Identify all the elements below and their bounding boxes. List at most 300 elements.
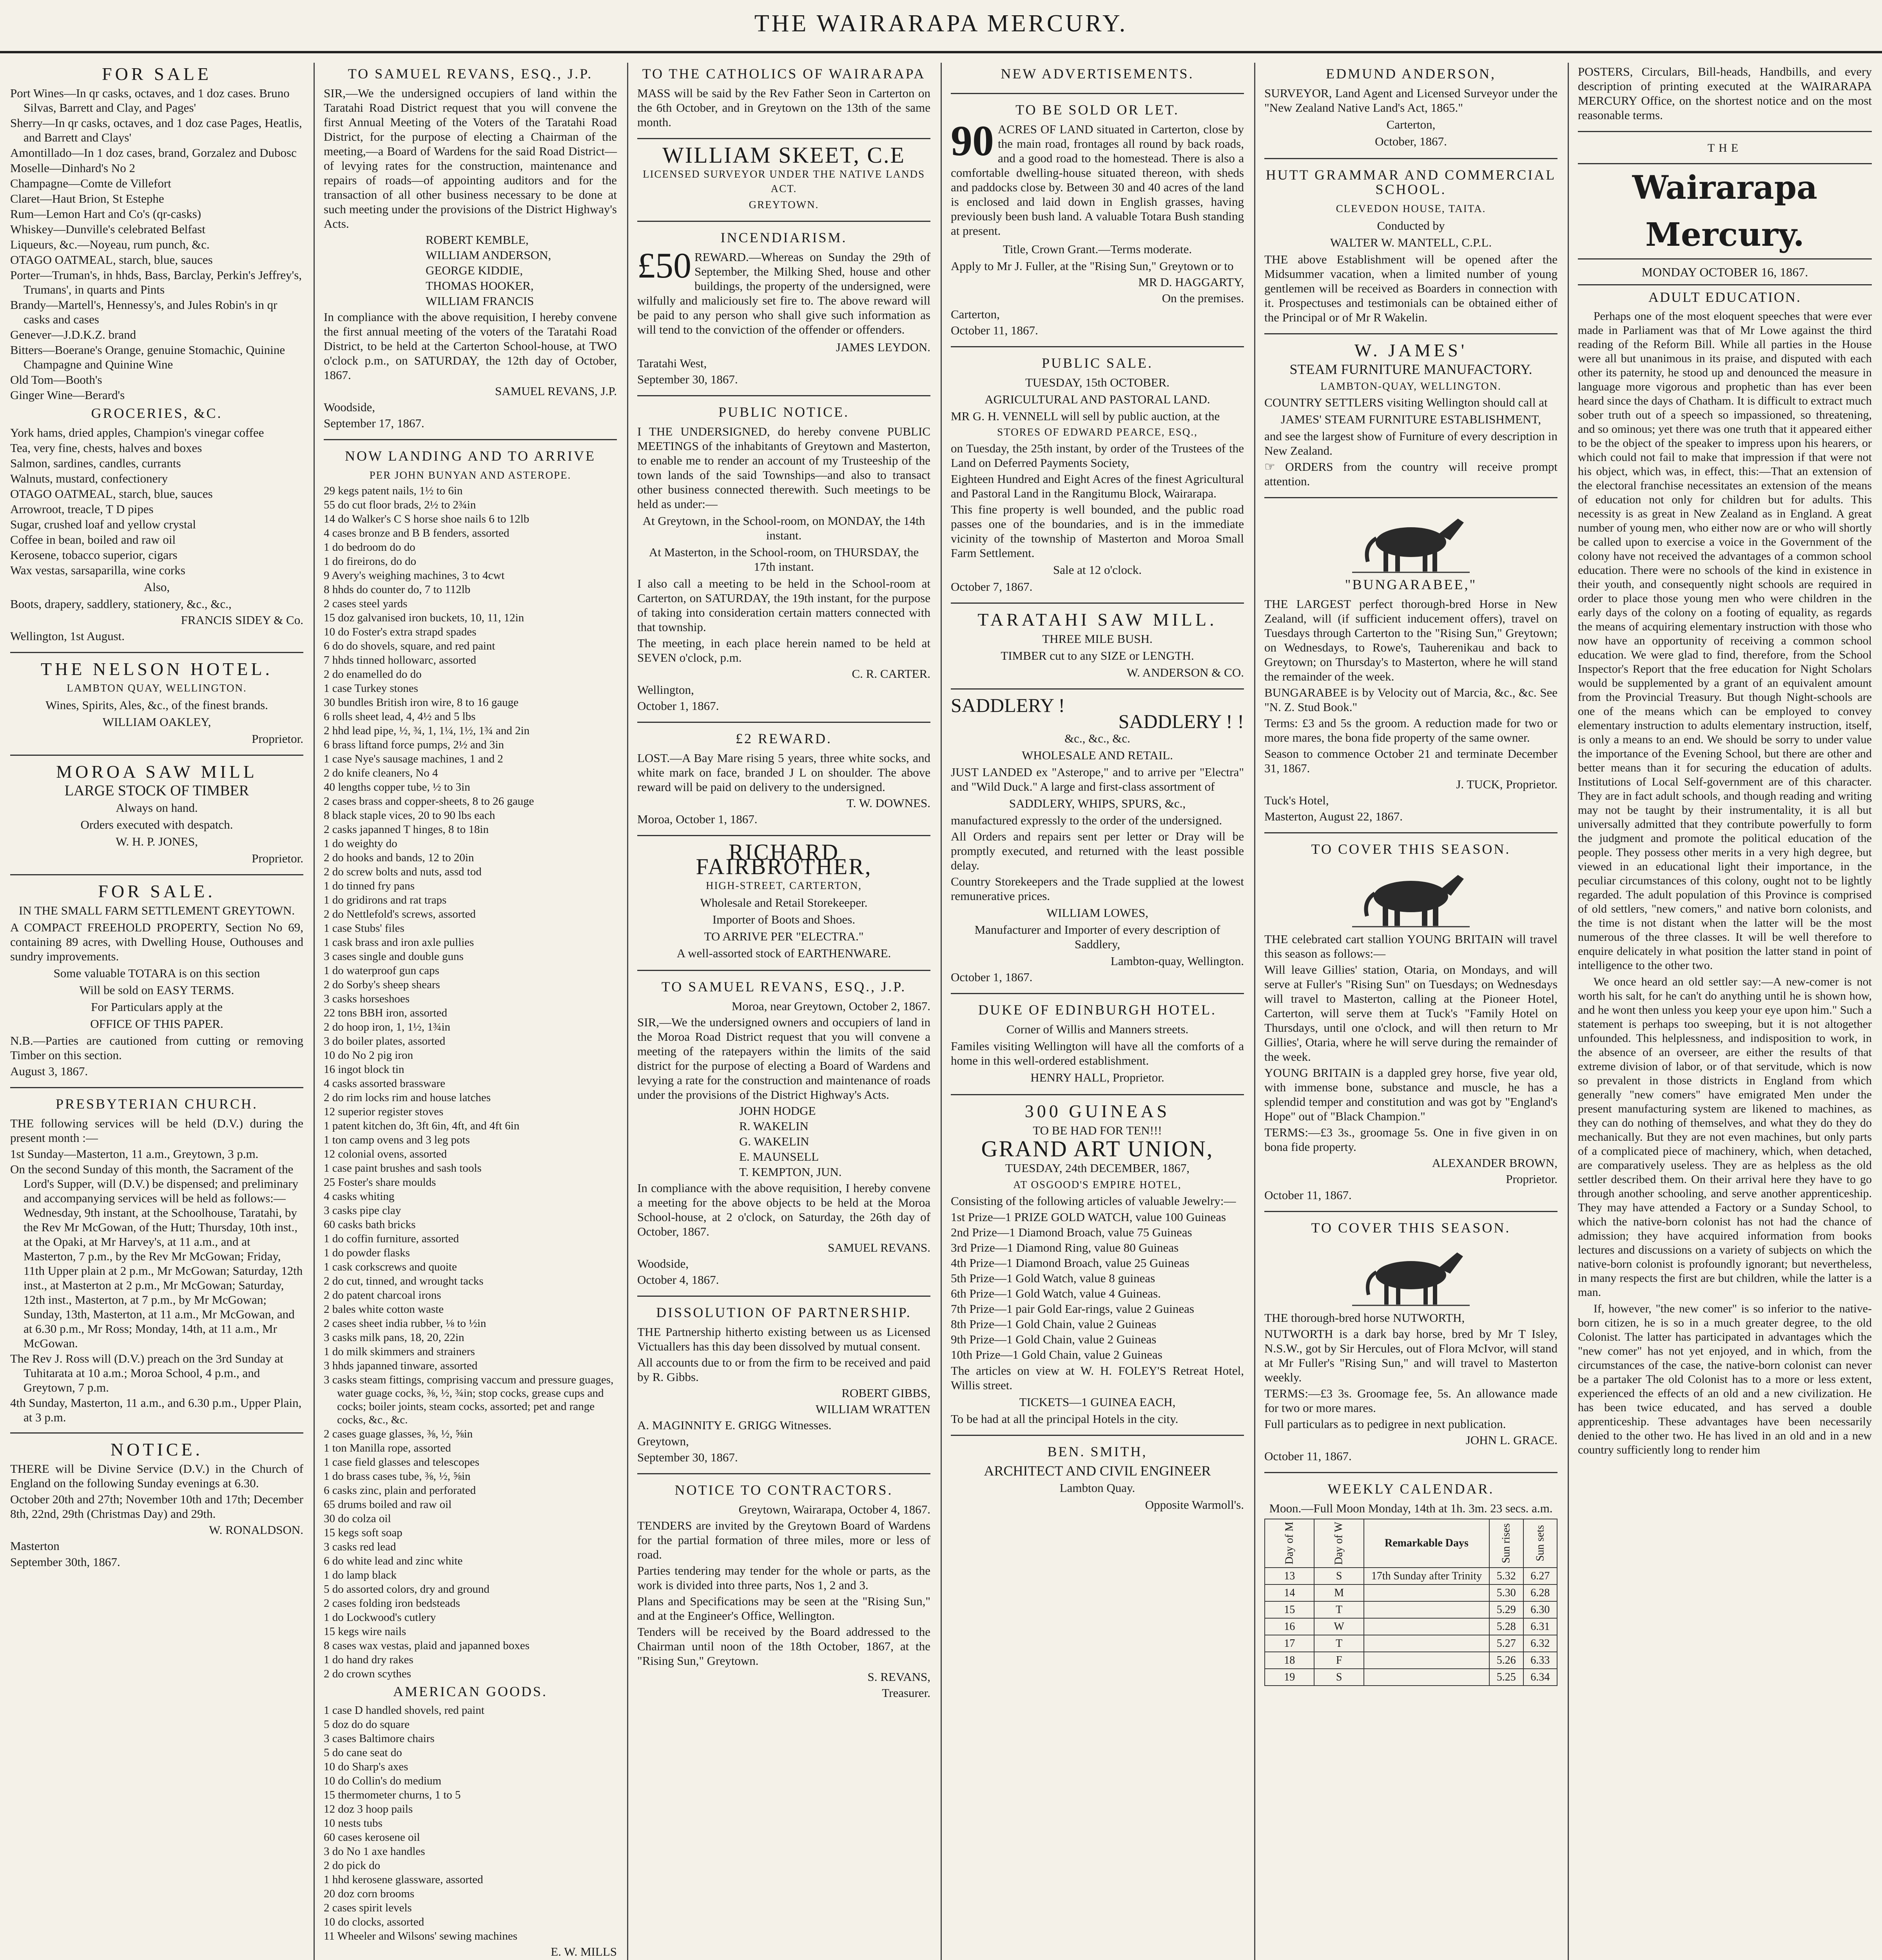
ad-heading: NOW LANDING AND TO ARRIVE (345, 448, 596, 464)
ad-heading: "BUNGARABEE," (1345, 577, 1477, 592)
ad-heading: NOTICE TO CONTRACTORS. (674, 1482, 893, 1498)
list-item: 14 do Walker's C S horse shoe nails 6 to 12lb (324, 513, 529, 525)
duke-hotel-ad (951, 1003, 1244, 1095)
ad-heading: EDMUND ANDERSON, (1325, 66, 1496, 82)
list-item: Champagne—Comte de Villefort (10, 176, 171, 190)
list-item: Wax vestas, sarsaparilla, wine corks (10, 563, 185, 577)
list-item: 1st Sunday—Masterton, 11 a.m., Greytown, 3 p.m. (10, 1147, 259, 1161)
list-item: 2 cases steel yards (324, 597, 408, 610)
list-item: 1 do gridirons and rat traps (324, 894, 447, 906)
list-item: 2 cases guage glasses, ⅜, ½, ⅝in (324, 1428, 473, 1440)
ad-body: SURVEYOR, Land Agent and Licensed Surveyor under the "New Zealand Native Land's Act, 1865." (1264, 86, 1557, 114)
ad-body: TENDERS are invited by the Greytown Board of Wardens for the partial formation of three miles, more or less of road. (637, 1519, 930, 1561)
list-item: 1 do coffin furniture, assorted (324, 1232, 459, 1245)
list-item: 2 cases folding iron bedsteads (324, 1597, 460, 1610)
calendar-cell: S (1314, 1568, 1363, 1584)
ad-body: The articles on view at W. H. FOLEY'S Retreat Hotel, Willis street. (951, 1364, 1244, 1392)
calendar-cell: 6.30 (1523, 1601, 1557, 1618)
ad-body: Terms: £3 and 5s the groom. A reduction made for two or more mares, the bona fide property of the same owner. (1264, 716, 1557, 744)
calendar-cell: 14 (1265, 1584, 1314, 1601)
ad-heading: TARATAHI SAW MILL. (977, 610, 1217, 630)
prize-item: 9th Prize—1 Gold Chain, value 2 Guineas (951, 1332, 1157, 1346)
calendar-cell (1364, 1635, 1489, 1652)
ad-body: All accounts due to or from the firm to be received and paid by R. Gibbs. (637, 1356, 930, 1384)
ad-line: TO ARRIVE PER "ELECTRA." (704, 929, 864, 943)
ad-heading: MOROA SAW MILL (56, 762, 257, 782)
list-item: 15 kegs wire nails (324, 1625, 406, 1638)
ad-place: Tuck's Hotel, (1264, 793, 1329, 807)
ad-heading: WEEKLY CALENDAR. (1327, 1481, 1494, 1497)
list-item: 20 doz corn brooms (324, 1887, 415, 1900)
ad-line: TICKETS—1 GUINEA EACH, (1019, 1395, 1176, 1409)
ad-body: A COMPACT FREEHOLD PROPERTY, Section No 69, containing 89 acres, with Dwelling House, Outhouses and sundry improvements. (10, 920, 303, 963)
ad-subheading: STEAM FURNITURE MANUFACTORY. (1289, 361, 1532, 377)
ad-line: Conducted by (1377, 219, 1445, 232)
public-notice-ad (637, 405, 930, 723)
ad-heading: TO SAMUEL REVANS, ESQ., J.P. (348, 66, 593, 82)
list-item: 6 casks zinc, plain and perforated (324, 1484, 476, 1497)
ad-body: Season to commence October 21 and terminate December 31, 1867. (1264, 747, 1557, 775)
calendar-row (1265, 1652, 1557, 1669)
list-item: 4th Sunday, Masterton, 11 a.m., and 6.30 p.m., Upper Plain, at 3 p.m. (10, 1396, 302, 1424)
calendar-header-row (1265, 1519, 1557, 1568)
ad-line: Wholesale and Retail Storekeeper. (700, 896, 868, 909)
groceries-list (10, 425, 303, 577)
ad-body: October 20th and 27th; November 10th and 17th; December 8th, 22nd, 29th (Christmas Day) and 29th. (10, 1492, 303, 1521)
ad-line: For Particulars apply at the (91, 1000, 223, 1014)
list-item: 3 do boiler plates, assorted (324, 1035, 446, 1047)
for-sale-ad (10, 64, 303, 653)
list-item: Sugar, crushed loaf and yellow crystal (10, 517, 196, 531)
for-sale-farm-ad (10, 881, 303, 1088)
moroa-saw-mill-ad (10, 764, 303, 875)
public-sale-ad (951, 356, 1244, 604)
list-item: 8 hhds do counter do, 7 to 112lb (324, 583, 471, 596)
signer-name: ROBERT KEMBLE, (426, 233, 529, 247)
ad-line: ARCHITECT AND CIVIL ENGINEER (984, 1463, 1211, 1479)
signer-name: WILLIAM FRANCIS (426, 294, 534, 308)
ad-body: All Orders and repairs sent per letter or Dray will be promptly executed, and returned with the least possible delay. (951, 829, 1244, 872)
ad-place: Moroa, October 1, 1867. (637, 812, 758, 826)
prize-item: 7th Prize—1 pair Gold Ear-rings, value 2 Guineas (951, 1302, 1194, 1316)
horse-icon (1352, 861, 1470, 928)
list-item: Sherry—In qr casks, octaves, and 1 doz case Pages, Heatlis, and Barrett and Clays' (10, 116, 302, 144)
list-item: 3 casks horseshoes (324, 993, 410, 1005)
ad-heading: TO BE SOLD OR LET. (1015, 102, 1179, 118)
column-1 (0, 63, 314, 1960)
ad-line: Always on hand. (116, 801, 198, 815)
calendar-row (1265, 1568, 1557, 1584)
list-item: 16 ingot block tin (324, 1063, 404, 1076)
new-advertisements-banner (951, 67, 1244, 94)
ad-body: Plans and Specifications may be seen at the "Rising Sun," and at the Engineer's Office, Wellington. (637, 1594, 930, 1622)
ad-body: Tenders will be received by the Board addressed to the Chairman until noon of the 18th October, 1867, at the "Rising Sun," Greytown. (637, 1625, 930, 1668)
list-item: 3 casks red lead (324, 1541, 396, 1553)
list-item: 55 do cut floor brads, 2½ to 2¾in (324, 499, 476, 511)
editorial-paragraph: Perhaps one of the most eloquent speeches that were ever made in Parliament was that of Mr Lowe against the third reading of the Reform Bill. While all parties in the House were all but unanimous in its praise, and disputed with each other its paternity, he stood up and denounced the measure in language more vigorous and prophetic than has ever been heard since the days of Chatham. It is difficult to extract much sober truth out of a speech so impassioned, so threatening, and so ominous; yet there was one truth that it appeared either to be the object of the speaker to impress upon his hearers, or which could not fail to make that impression if that were not his object, which was, in effect, this:—That an extension of the electoral franchise necessitates an extension of the means of education not only for children but for adults. This necessity is as great in New Zealand as in England. A great number of young men, who either now are or who will shortly be called upon to exercise a voice in the Government of the colony have not received the advantages of a common school education. There were no schools of the kind in existence in their youth, and consequently night schools are required in order to place those young men who were children in the early days of the colony on a footing of equality, as regards the means of acquiring elementary instruction with those who now have an opportunity of receiving a common school education. We were glad to find, therefore, from the School Inspector's Report that the free education for Night Scholars would be supplemented by a grant of an equivalent amount from the Provincial Treasury. But though Night-schools are one of the means which can be employed to convey elementary instruction to adults elementary instruction, itself, is only a means to an end. We should be sorry to under value the importance of the Evening School, but there are other and better means than it for securing the education of adults. Institutions of Local Self-government are of this character. They are in fact adult schools, and though reading and writing may not be taught by their instrumentality, it is all but universally admitted that they contribute powerfully to form the judgment and promote the political education of the people. They possess other merits in a very high degree, but viewed in an educational light their importance, in the peculiar circumstances of this colony, ought not to be lightly regarded. The adult population of this Province is comprised of old settlers, "new comers," and native born colonists, and the time is not distant when the latter will be the most numerous of the three classes. It will be well therefore to enquire delicately in what position the latter stand in point of intelligence to the other two. (1578, 310, 1872, 972)
list-item: 1 cask brass and iron axle pullies (324, 936, 474, 949)
prize-item: 1st Prize—1 PRIZE GOLD WATCH, value 100 Guineas (951, 1210, 1226, 1224)
calendar-cell: T (1314, 1601, 1363, 1618)
list-item: 2 do enamelled do do (324, 668, 422, 681)
calendar-cell: W (1314, 1618, 1363, 1635)
ad-subheading: WHOLESALE AND RETAIL. (1022, 748, 1173, 762)
list-item: 1 ton camp ovens and 3 leg pots (324, 1134, 470, 1146)
list-item: 2 do screw bolts and nuts, assd tod (324, 866, 482, 878)
ad-body: Eighteen Hundred and Eight Acres of the finest Agricultural and Pastoral Land in the Rangitumu Block, Wairarapa. (951, 472, 1244, 500)
ad-line: TUESDAY, 24th DECEMBER, 1867, (1005, 1161, 1190, 1175)
ad-signature: WILLIAM WRATTEN (815, 1402, 930, 1416)
catholics-ad (637, 67, 930, 139)
list-item: 10 nests tubs (324, 1817, 383, 1829)
list-item: 12 doz 3 hoop pails (324, 1803, 413, 1815)
ad-role: Proprietor. (1506, 1172, 1557, 1186)
list-item: 1 cask corkscrews and quoite (324, 1261, 457, 1273)
list-item: 15 thermometer churns, 1 to 5 (324, 1789, 461, 1801)
ad-role: Manufacturer and Importer of every description of Saddlery, (974, 923, 1220, 951)
calendar-column-header: Sun rises (1489, 1519, 1523, 1568)
editorial-paragraph: If, however, "the new comer" is so inferior to the native-born citizen, he is so in a much greater degree, to the old Colonist. The latter has participated in advantages which the "new comer" has not yet enjoyed, and in which, from the circumstances of the case, the native-born colonist can never be a partaker The old Colonist has to a more or less extent, experienced the effects of an old and a new civilization. He has been twice educated, and has served a double apprenticeship. These advantages have been necessarily denied to the other two. He has lived in an old and in a new country sufficiently long to render him (1578, 1302, 1872, 1456)
acre-number: 90 (951, 117, 994, 165)
james-furniture-ad (1264, 340, 1557, 498)
list-item: 2 do Sorby's sheep shears (324, 978, 440, 991)
for-sale-list (10, 86, 303, 402)
list-item: 22 tons BBH iron, assorted (324, 1007, 447, 1019)
calendar-cell: 17 (1265, 1635, 1314, 1652)
list-item: 1 case field glasses and telescopes (324, 1456, 479, 1468)
ben-smith-ad (951, 1445, 1244, 1521)
signer-name: R. WAKELIN (739, 1119, 809, 1133)
ad-body: THE Partnership hitherto existing between us as Licensed Victuallers has this day been dissolved by mutual consent. (637, 1325, 930, 1353)
dateline: MONDAY OCTOBER 16, 1867. (1641, 265, 1808, 279)
ad-line: Also, (143, 580, 170, 594)
ad-body: BUNGARABEE is by Velocity out of Marcia, &c., &c. See "N. Z. Stud Book." (1264, 686, 1557, 714)
list-item: Old Tom—Booth's (10, 373, 102, 387)
ad-place: Greytown, Wairarapa, October 4, 1867. (738, 1503, 930, 1516)
list-item: 1 case paint brushes and sash tools (324, 1162, 482, 1174)
ad-heading: TO COVER THIS SEASON. (1311, 841, 1511, 857)
prize-item: 8th Prize—1 Gold Chain, value 2 Guineas (951, 1317, 1157, 1331)
prize-item: 6th Prize—1 Gold Watch, value 4 Guineas. (951, 1287, 1161, 1300)
ad-subheading: CLEVEDON HOUSE, TAITA. (1336, 203, 1486, 214)
ad-heading: 300 GUINEAS (1024, 1101, 1170, 1121)
ad-subheading: AGRICULTURAL AND PASTORAL LAND. (985, 392, 1210, 406)
ad-line: JAMES' STEAM FURNITURE ESTABLISHMENT, (1281, 412, 1541, 426)
ad-witness: A. MAGINNITY E. GRIGG Witnesses. (637, 1418, 832, 1432)
list-item: Rum—Lemon Hart and Co's (qr-casks) (10, 207, 201, 221)
ad-line: Opposite Warmoll's. (1145, 1498, 1244, 1512)
ad-date: September 30, 1867. (637, 372, 738, 386)
ad-body: I also call a meeting to be held in the School-room at Carterton, on SATURDAY, the 19th instant, for the purpose of taking into consideration certain matters connected with that township. (637, 577, 930, 634)
list-item: Liqueurs, &c.—Noyeau, rum punch, &c. (10, 238, 210, 251)
ad-body: ORDERS from the country will receive prompt attention. (1264, 460, 1557, 488)
calendar-cell: 5.27 (1489, 1635, 1523, 1652)
ad-place: Lambton Quay. (1059, 1481, 1135, 1495)
title-prefix: THE (1707, 142, 1742, 154)
ad-body: and see the largest show of Furniture of every description in New Zealand. (1264, 429, 1557, 457)
list-item: Arrowroot, treacle, T D pipes (10, 502, 154, 516)
column-3 (627, 63, 941, 1960)
contractors-ad (637, 1483, 930, 1709)
list-item: Genever—J.D.K.Z. brand (10, 328, 136, 341)
ad-date: October 7, 1867. (951, 580, 1033, 593)
list-item: Porter—Truman's, in hhds, Bass, Barclay, Perkin's Jeffrey's, Trumans', in quarts and Pints (10, 268, 302, 296)
american-goods-list (324, 1704, 617, 1943)
list-item: 2 bales white cotton waste (324, 1303, 444, 1316)
list-item: 2 do cut, tinned, and wrought tacks (324, 1275, 484, 1287)
list-item: Bitters—Boerane's Orange, genuine Stomachic, Quinine Champagne and Quinine Wine (10, 343, 285, 371)
revans-moroa-ad (637, 980, 930, 1297)
calendar-column-header: Remarkable Days (1364, 1519, 1489, 1568)
ad-body: To be had at all the principal Hotels in the city. (951, 1412, 1179, 1426)
ad-subheading: LAMBTON QUAY, WELLINGTON. (67, 682, 247, 694)
list-item: 10 do clocks, assorted (324, 1916, 424, 1928)
ad-date: October 11, 1867. (1264, 1449, 1352, 1463)
list-item: 30 bundles British iron wire, 8 to 16 gauge (324, 696, 519, 709)
list-item: 5 doz do do square (324, 1718, 410, 1731)
ad-signature: T. W. DOWNES. (847, 796, 930, 810)
calendar-row (1265, 1635, 1557, 1652)
horse-icon (1352, 507, 1470, 573)
ad-heading: TO SAMUEL REVANS, ESQ., J.P. (661, 979, 907, 995)
ad-signature: W. ANDERSON & CO. (1126, 666, 1244, 679)
ad-line: A well-assorted stock of EARTHENWARE. (676, 946, 891, 960)
masthead: THE WAIRARAPA MERCURY. (754, 10, 1128, 37)
ad-place: Woodside, (637, 1257, 689, 1270)
calendar-cell: S (1314, 1669, 1363, 1686)
calendar-cell: 5.32 (1489, 1568, 1523, 1584)
fairbrother-ad (637, 839, 930, 971)
calendar-cell: 5.26 (1489, 1652, 1523, 1669)
calendar-row (1265, 1618, 1557, 1635)
ad-body: SIR,—We the undersigned occupiers of land within the Taratahi Road District request that you will convene the first Annual Meeting of the Voters of the Taratahi Road District, for the purpose of electing a Chairman of the meeting,—a Board of Wardens for the said Road District—of levying rates for the construction, maintenance and repairs of roads—of appointing auditors and for the transaction of all other business necessary to be done at such meeting under the provisions of the District Highway's Acts. (324, 86, 617, 230)
ad-heading: DISSOLUTION OF PARTNERSHIP. (656, 1305, 912, 1320)
goods-list (324, 484, 617, 1681)
calendar-cell: 18 (1265, 1652, 1314, 1669)
newspaper-title: Wairarapa Mercury. (1578, 163, 1872, 260)
calendar-row (1265, 1584, 1557, 1601)
list-item: 4 casks whiting (324, 1190, 395, 1203)
ad-subheading: PER JOHN BUNYAN AND ASTEROPE. (369, 469, 571, 481)
ad-body: THE celebrated cart stallion YOUNG BRITAIN will travel this season as follows:— (1264, 932, 1557, 960)
list-item: York hams, dried apples, Champion's vinegar coffee (10, 426, 264, 439)
ad-signature: FRANCIS SIDEY & Co. (181, 613, 303, 627)
ad-signature: ROBERT GIBBS, (841, 1386, 930, 1400)
sold-or-let-ad (951, 103, 1244, 347)
list-item: 2 do hooks and bands, 12 to 20in (324, 851, 474, 864)
ad-body: LOST.—A Bay Mare rising 5 years, three white socks, and white mark on face, branded J L on shoulder. The above reward will be paid on delivery to the undersigned. (637, 751, 930, 794)
signer-list (637, 1103, 930, 1179)
ad-body: Full particulars as to pedigree in next publication. (1264, 1417, 1506, 1431)
list-item: 15 kegs soft soap (324, 1526, 403, 1539)
ad-heading: W. JAMES' (1354, 340, 1468, 360)
list-item: 2 cases spirit levels (324, 1902, 412, 1914)
calendar-cell: 5.25 (1489, 1669, 1523, 1686)
ad-body: SIR,—We the undersigned owners and occupiers of land in the Moroa Road District request that you will convene a meeting of the ratepayers within the limits of the said district for the purpose of electing a Board of Wardens and levying a rate for the construction and maintenance of roads under the provisions of the District Highway's Acts. (637, 1015, 930, 1102)
list-item: Kerosene, tobacco superior, cigars (10, 548, 178, 562)
presbyterian-list (10, 1147, 303, 1425)
calendar-cell: 16 (1265, 1618, 1314, 1635)
signer-name: E. MAUNSELL (739, 1150, 819, 1163)
saddlery-ad (951, 694, 1244, 994)
ad-signature: JOHN L. GRACE. (1465, 1433, 1557, 1447)
list-item: 3 casks milk pans, 18, 20, 22in (324, 1331, 464, 1344)
hutt-school-ad (1264, 168, 1557, 334)
calendar-cell (1364, 1601, 1489, 1618)
list-item: Brandy—Martell's, Hennessy's, and Jules Robin's in qr casks and cases (10, 298, 277, 326)
ad-line: TUESDAY, 15th OCTOBER. (1025, 376, 1170, 389)
list-item: 1 case Turkey stones (324, 682, 418, 695)
list-item: 1 do lamp black (324, 1569, 397, 1581)
column-5 (1254, 63, 1568, 1960)
ad-date: October 4, 1867. (637, 1273, 719, 1287)
ad-body: Familes visiting Wellington will have all the comforts of a home in this well-ordered establishment. (951, 1039, 1244, 1067)
calendar-row (1265, 1669, 1557, 1686)
calendar-cell: 6.32 (1523, 1635, 1557, 1652)
prize-item: 5th Prize—1 Gold Watch, value 8 guineas (951, 1271, 1155, 1285)
calendar-column-header: Day of W (1314, 1519, 1363, 1568)
list-item: 1 do hand dry rakes (324, 1653, 413, 1666)
list-item: 60 casks bath bricks (324, 1218, 416, 1231)
ad-body: THERE will be Divine Service (D.V.) in the Church of England on the following Sunday evenings at 6.30. (10, 1462, 303, 1490)
list-item: 2 do crown scythes (324, 1668, 412, 1680)
reward-amount: £50 (637, 245, 691, 285)
nelson-hotel-ad (10, 659, 303, 756)
ad-heading: GRAND ART UNION, (981, 1136, 1214, 1161)
church-notice-ad (10, 1439, 303, 1578)
calendar-cell: 17th Sunday after Trinity (1364, 1568, 1489, 1584)
list-item: 3 hhds japanned tinware, assorted (324, 1359, 478, 1372)
ad-heading: AMERICAN GOODS. (393, 1684, 548, 1699)
list-item: 5 do cane seat do (324, 1746, 402, 1759)
ad-body: In compliance with the above requisition, I hereby convene a meeting for the above objects to be held at the Moroa School-house, at 2 o'clock, on Saturday, the 26th day of October, 1867. (637, 1181, 930, 1238)
ad-heading: PRESBYTERIAN CHURCH. (55, 1096, 258, 1112)
signer-name: THOMAS HOOKER, (426, 279, 534, 292)
signer-name: GEORGE KIDDIE, (426, 263, 523, 277)
list-item: 8 black staple vices, 20 to 90 lbs each (324, 809, 495, 822)
list-item: Tea, very fine, chests, halves and boxes (10, 441, 202, 455)
list-item: 12 colonial ovens, assorted (324, 1148, 447, 1160)
ad-body: Apply to Mr J. Fuller, at the "Rising Sun," Greytown or to (951, 259, 1234, 273)
ad-place: Wellington, 1st August. (10, 629, 125, 643)
ad-signature: J. TUCK, Proprietor. (1456, 777, 1557, 791)
ad-body: TERMS:—£3 3s. Groomage fee, 5s. An allowance made for two or more mares. (1264, 1387, 1557, 1415)
ad-heading: INCENDIARISM. (720, 230, 847, 245)
list-item: 7 hhds tinned hollowarc, assorted (324, 654, 477, 666)
list-item: 1 do Lockwood's cutlery (324, 1611, 436, 1624)
ad-body: REWARD.—Whereas on Sunday the 29th of September, the Milking Shed, house and other buildings, the property of the undersigned, were wilfully and maliciously set fire to. The above reward will be paid to any person who shall give such information as will tend to the conviction of the offender or offenders. (637, 250, 930, 336)
ad-line: Will be sold on EASY TERMS. (79, 983, 234, 997)
ad-place: LAMBTON-QUAY, WELLINGTON. (1320, 380, 1501, 392)
ad-date: September 30, 1867. (637, 1450, 738, 1464)
ad-heading: PUBLIC SALE. (1041, 355, 1153, 371)
list-item: 1 do fireirons, do do (324, 555, 416, 568)
prize-item: 3rd Prize—1 Diamond Ring, value 80 Guineas (951, 1241, 1179, 1254)
ad-signature: SAMUEL REVANS, J.P. (495, 384, 617, 398)
ad-body: Will leave Gillies' station, Otaria, on Mondays, and will serve at Fuller's "Rising Sun" on Tuesdays; on Wednesdays will travel to Masterton, calling at the Pioneer Hotel, Carterton, will serve them at Tuck's "Family Hotel on Thursdays, until one o'clock, and will then return to Mr Gillies', Otaria, where he will serve during the remainder of the week. (1264, 963, 1557, 1063)
ad-body: ACRES OF LAND situated in Carterton, close by the main road, frontages all round by back roads, and a good road to the homestead. There is also a comfortable dwelling-house situated thereon, with sheds and paddocks close by. Between 30 and 40 acres of the land is enclosed and laid down in English grasses, having previously been bush land. A valuable Totara Bush standing at present. (951, 122, 1244, 238)
ad-body: Country Storekeepers and the Trade supplied at the lowest remunerative prices. (951, 875, 1244, 903)
ad-place: Woodside, (324, 400, 375, 414)
ad-heading: THE NELSON HOTEL. (40, 659, 273, 679)
list-item: 25 Foster's share moulds (324, 1176, 436, 1189)
ad-signature: E. W. MILLS (551, 1945, 617, 1958)
list-item: 1 hhd kerosene glassware, assorted (324, 1873, 483, 1886)
ad-signature: W. RONALDSON. (209, 1523, 303, 1537)
list-item: Salmon, sardines, candles, currants (10, 456, 181, 470)
list-item: Coffee in bean, boiled and raw oil (10, 533, 176, 546)
skeet-ad (637, 142, 930, 222)
ad-line: SADDLERY, WHIPS, SPURS, &c., (1009, 797, 1186, 810)
calendar-column-header: Sun sets (1523, 1519, 1557, 1568)
ad-place: Masterton (10, 1539, 60, 1553)
ad-subheading: HIGH-STREET, CARTERTON, (706, 880, 862, 891)
list-item: 1 do waterproof gun caps (324, 964, 439, 977)
ad-body: I THE UNDERSIGNED, do hereby convene PUBLIC MEETINGS of the inhabitants of Greytown and Masterton, to enable me to render an account of my Trusteeship of the town lands of the said Townships—and also to transact other business connected therewith. Such meetings to be held as under:— (637, 425, 930, 511)
list-item: 10 do Sharp's axes (324, 1760, 408, 1773)
ad-heading: FOR SALE (102, 64, 212, 84)
ad-signature: WILLIAM LOWES, (1046, 906, 1148, 920)
ad-body: POSTERS, Circulars, Bill-heads, Handbills, and every description of printing executed at the WAIRARAPA MERCURY Office, on the shortest notice and on the most reasonable terms. (1578, 65, 1872, 122)
ad-heading: BEN. SMITH, (1047, 1444, 1148, 1459)
reward-ad (637, 731, 930, 836)
calendar-cell: 5.30 (1489, 1584, 1523, 1601)
edmund-anderson-ad (1264, 67, 1557, 159)
ad-signature: HENRY HALL, Proprietor. (1030, 1071, 1164, 1084)
list-item: 15 doz galvanised iron buckets, 10, 11, 12in (324, 612, 524, 624)
ad-date: September 17, 1867. (324, 416, 424, 430)
ad-heading: TO THE CATHOLICS OF WAIRARAPA (642, 66, 926, 82)
ad-heading: SADDLERY ! ! (1118, 710, 1244, 732)
list-item: OTAGO OATMEAL, starch, blue, sauces (10, 487, 213, 501)
ad-subheading: THREE MILE BUSH. (1042, 632, 1153, 646)
ad-line: TIMBER cut to any SIZE or LENGTH. (1001, 649, 1194, 662)
calendar-cell: 6.34 (1523, 1669, 1557, 1686)
ad-body: Consisting of the following articles of valuable Jewelry:— (951, 1194, 1236, 1208)
list-item: 29 kegs patent nails, 1½ to 6in (324, 485, 463, 497)
list-item: Claret—Haut Brion, St Estephe (10, 192, 164, 205)
column-6 (1568, 63, 1882, 1960)
incendiarism-ad (637, 230, 930, 396)
ad-role: Proprietor. (252, 851, 303, 865)
ad-heading: HUTT GRAMMAR AND COMMERCIAL SCHOOL. (1266, 167, 1556, 197)
list-item: 30 do colza oil (324, 1512, 391, 1525)
calendar-table (1264, 1519, 1557, 1686)
list-item: On the second Sunday of this month, the Sacrament of the Lord's Supper, will (D.V.) be dispensed; and preliminary and accompanying services will be held as follows:—Wednesday, 9th instant, at the Schoolhouse, Taratahi, by the Rev Mr McGowan, of the Hutt; Thursday, 10th inst., at the Opaki, at Mr Harvey's, at 11 a.m., and at Masterton, 7 p.m., by the Rev Mr McGowan; Friday, 11th Upper plain at 2 p.m., Mr McGowan; Saturday, 12th inst., at Masterton at 2 p.m., Mr McGowan; Saturday, 12th inst., Masterton, at 7 p.m., by Mr McGowan; Sunday, 13th, Masterton, at 11 a.m., Mr McGowan, and at 6.30 p.m., Mr Ross; Monday, 14th, at 11 a.m., Mr McGowan. (10, 1162, 303, 1350)
list-item: 2 cases brass and copper-sheets, 8 to 26 gauge (324, 795, 534, 808)
list-item: 1 case D handled shovels, red paint (324, 1704, 484, 1717)
revans-requisition-ad (324, 67, 617, 440)
ad-signature: C. R. CARTER. (852, 667, 930, 681)
ad-body: manufactured expressly to the order of the undersigned. (951, 813, 1222, 827)
calendar-column-header: Day of M (1265, 1519, 1314, 1568)
calendar-cell: F (1314, 1652, 1363, 1669)
list-item: 1 ton Manilla rope, assorted (324, 1442, 451, 1454)
ad-body: MR G. H. VENNELL will sell by public auction, at the (951, 409, 1220, 423)
ad-body: NUTWORTH is a dark bay horse, bred by Mr T Isley, N.S.W., got by Sir Hercules, out of Flora McIvor, will stand at Mr Fuller's "Rising Sun," and will travel to Masterton weekly. (1264, 1327, 1557, 1384)
ad-role: Treasurer. (882, 1686, 930, 1700)
list-item: 1 do powder flasks (324, 1247, 410, 1259)
list-item: 2 do patent charcoal irons (324, 1289, 441, 1301)
ad-line: At Greytown, in the School-room, on MONDAY, the 14th instant. (642, 514, 925, 542)
calendar-cell: 6.31 (1523, 1618, 1557, 1635)
ad-line: Orders executed with despatch. (80, 818, 233, 831)
calendar-cell: 6.28 (1523, 1584, 1557, 1601)
weekly-calendar (1264, 1482, 1557, 1693)
ad-body: THE following services will be held (D.V.) during the present month :— (10, 1116, 303, 1145)
ad-line: At Masterton, in the School-room, on THURSDAY, the 17th instant. (649, 545, 919, 573)
list-item: 8 cases wax vestas, plaid and japanned boxes (324, 1639, 530, 1652)
